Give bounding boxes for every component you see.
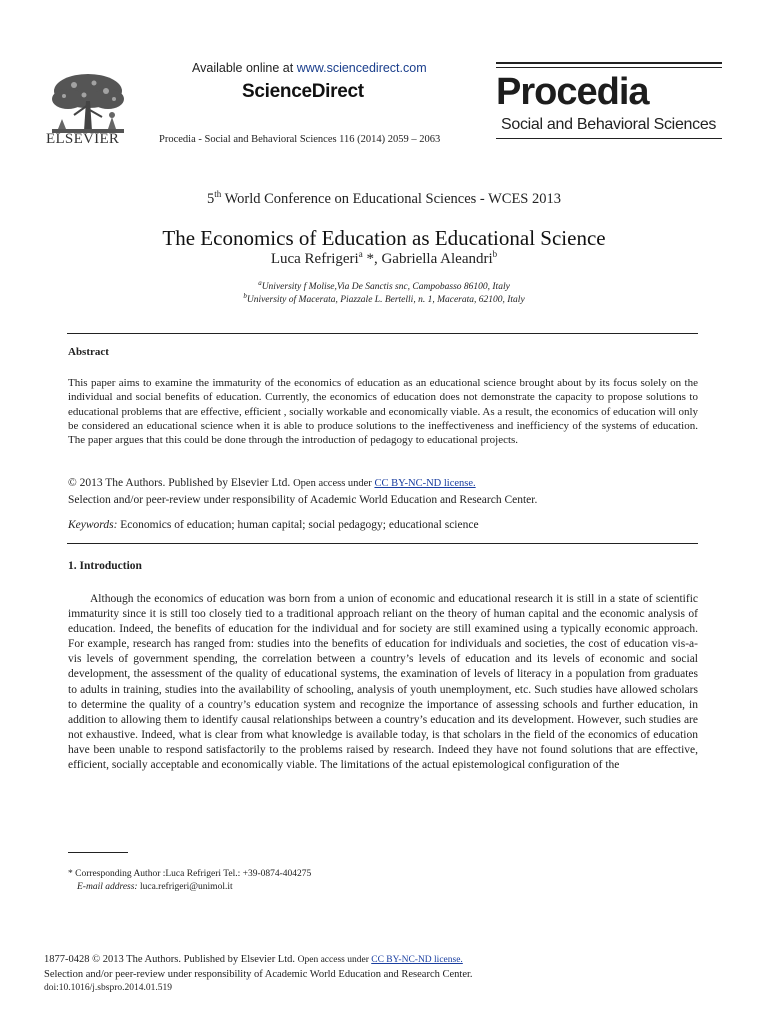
journal-reference: Procedia - Social and Behavioral Sciences 116 (2014) 2059 – 2063 (159, 134, 441, 145)
available-online (192, 61, 427, 75)
affiliation-b (0, 292, 768, 305)
conference-name: World Conference on Educational Sciences - WCES 2013 (221, 190, 562, 207)
keywords-list: Economics of education; human capital; social pedagogy; educational science (117, 519, 479, 531)
introduction-paragraph: Although the economics of education was born from a union of economic and educational research it is still in a state of scientific immaturity since it is still too closely tied to a traditional approach reliant on the theory of human capital and the economic analysis of education. Indeed, the benefits of education for the individual and for society are still examined using a typically economic approach. For example, research has ranged from: studies into the benefits of education for individuals and societies, the cost of education vis-a-vis levels of government spending, the correlation between a country’s levels of education and its levels of economic and social development, the assessment of the quality of educational systems, the examination of levels of literacy in a population from graduates to adults in training, studies into the availability of schooling, analysis of youth unemployment, etc. Such studies have allowed scholars to determine the quality of a country’s education system and recognize the importance of assessing schools and further education, in addition to allowing them to identify causal relationships between a country’s education and its development. However, such studies are not exhaustive. Indeed, what is clear from what knowledge is available today, is that scholars in the field of the economics of education have been unable to respond satisfactorily to the problems raised by research. Indeed they have not found solutions that are effective, efficient, socially acceptable and economically viable. The limitations of the actual epistemological configuration of the (68, 593, 698, 772)
corresponding-author: * Corresponding Author :Luca Refrigeri Tel.: +39-0874-404275 (68, 869, 312, 879)
author-1: Luca Refrigeri (270, 251, 359, 267)
author-2-affil: b (492, 249, 498, 259)
author-1-affil: a (358, 249, 363, 259)
authors-line (0, 249, 768, 268)
procedia-rule-top (496, 62, 722, 64)
footer-peer-review: Selection and/or peer-review under responsibility of Academic World Education and Research Center. (44, 968, 473, 980)
license-link[interactable]: CC BY-NC-ND license. (374, 478, 476, 489)
abstract-copyright (68, 475, 698, 508)
email-address[interactable]: luca.refrigeri@unimol.it (137, 882, 233, 892)
abstract-rule-top (67, 333, 698, 334)
doi: doi:10.1016/j.sbspro.2014.01.519 (44, 983, 172, 993)
peer-review-text: Selection and/or peer-review under responsibility of Academic World Education and Research Center. (68, 494, 538, 506)
open-access-text: Open access under (293, 478, 375, 489)
section-heading-introduction: 1. Introduction (68, 560, 142, 572)
footer-open-access: Open access under (297, 955, 372, 965)
affiliation-b-text: University of Macerata, Piazzale L. Bertelli, n. 1, Macerata, 62100, Italy (246, 295, 525, 306)
footnote (68, 868, 311, 894)
footer-copyright: 1877-0428 © 2013 The Authors. Published by Elsevier Ltd. (44, 954, 296, 965)
available-prefix: Available online at (192, 61, 297, 75)
affiliation-a (0, 279, 768, 292)
conference-ordinal: th (214, 189, 222, 199)
procedia-wordmark: Procedia (496, 71, 649, 113)
keywords-label: Keywords: (68, 519, 118, 531)
procedia-rule-bottom (496, 138, 722, 139)
procedia-subtitle: Social and Behavioral Sciences (501, 116, 717, 133)
sciencedirect-link[interactable]: www.sciencedirect.com (296, 61, 427, 75)
copyright-text: © 2013 The Authors. Published by Elsevier Ltd. (68, 477, 291, 489)
publisher-name: ELSEVIER (46, 131, 120, 147)
page-footer (44, 953, 724, 996)
affiliation-b-mark: b (243, 292, 247, 300)
affiliation-a-mark: a (258, 279, 262, 287)
author-2: Gabriella Aleandri (381, 251, 493, 267)
sciencedirect-wordmark: ScienceDirect (242, 81, 364, 102)
abstract-heading: Abstract (68, 346, 109, 358)
email-label: E-mail address: (77, 882, 138, 892)
abstract-rule-bottom (67, 543, 698, 544)
paper-title: The Economics of Education as Educational Science (162, 226, 606, 250)
keywords (68, 519, 479, 531)
footer-license-link[interactable]: CC BY-NC-ND license. (371, 955, 463, 965)
conference-number: 5 (206, 190, 215, 207)
footnote-rule (68, 852, 128, 853)
affiliation-a-text: University f Molise,Via De Sanctis snc, Campobasso 86100, Italy (261, 282, 510, 293)
abstract-text: This paper aims to examine the immaturity of the economics of education as an educational science brought about by its focus solely on the individual and social benefits of education. Currently, the economics of education does not demonstrate the capacity to propose solutions to educational problems that are effective, efficient , socially workable and economically viable. As a result, the economics of education will only be considered an educational science when it is able to produce solutions to the ineffectiveness and inefficiency of the systems of education. The paper argues that this could be done through the introduction of pedagogy to educational projects. (68, 377, 698, 447)
introduction-text (68, 592, 698, 773)
corresponding-mark: *, (362, 251, 382, 267)
procedia-rule-top-thin (496, 67, 722, 68)
conference-line (0, 189, 768, 208)
